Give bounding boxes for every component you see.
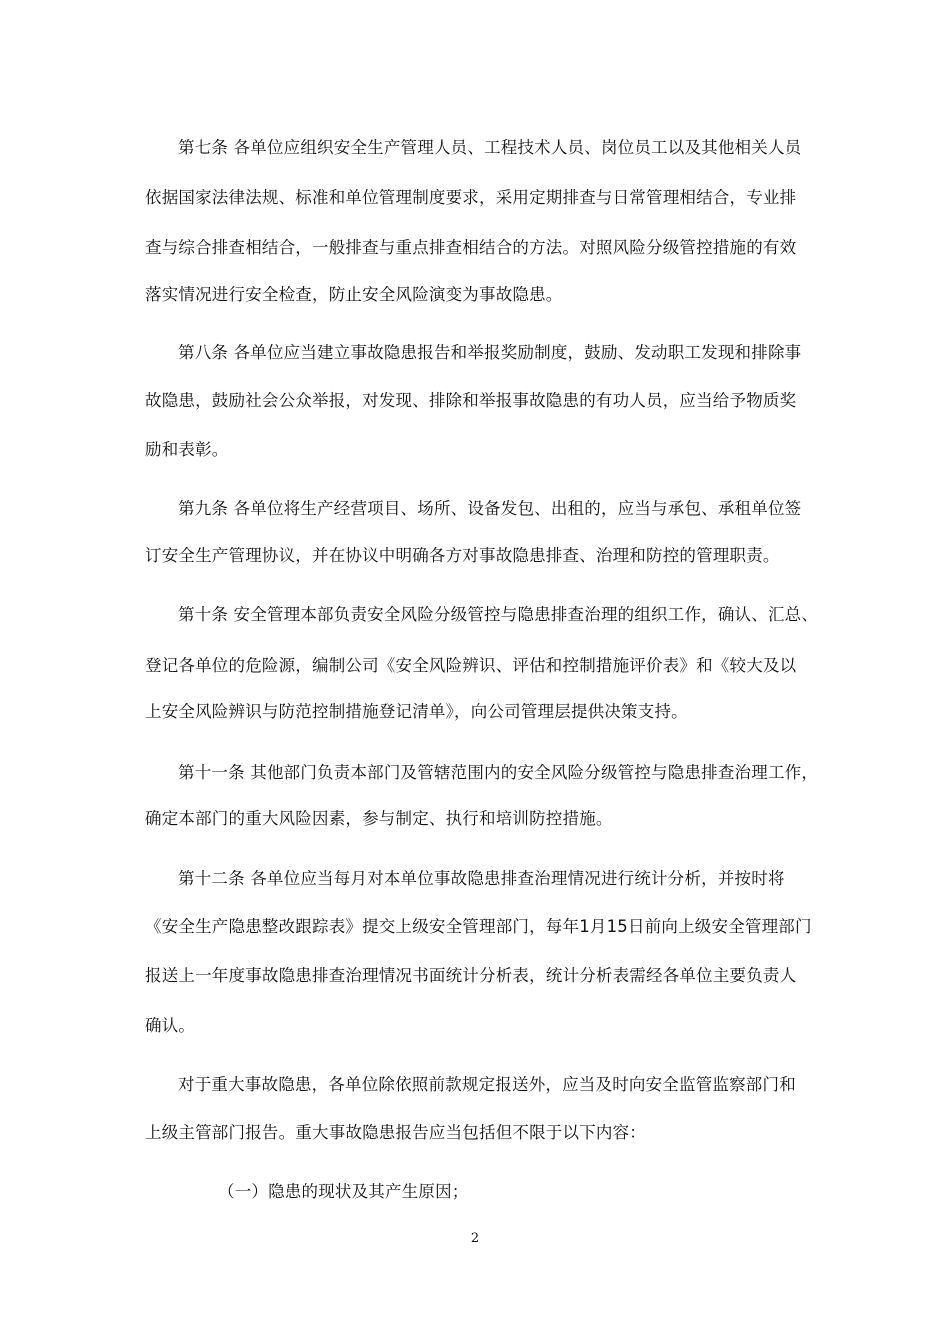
article-9-line-2: 订安全生产管理协议，并在协议中明确各方对事故隐患排查、治理和防控的管理职责。 <box>145 546 780 565</box>
article-12-line-4: 确认。 <box>145 1016 196 1035</box>
article-8-line-3: 励和表彰。 <box>145 440 229 459</box>
article-10-line-3: 上安全风险辨识与防范控制措施登记清单》，向公司管理层提供决策支持。 <box>145 702 688 721</box>
article-7-line-1: 第七条 各单位应组织安全生产管理人员、工程技术人员、岗位员工以及其他相关人员 <box>178 138 802 157</box>
major-hazard-line-2: 上级主管部门报告。重大事故隐患报告应当包括但不限于以下内容： <box>145 1123 646 1142</box>
article-8-line-1: 第八条 各单位应当建立事故隐患报告和举报奖励制度，鼓励、发动职工发现和排除事 <box>178 343 802 362</box>
page-number: 2 <box>470 1231 480 1246</box>
article-7-line-4: 落实情况进行安全检查，防止安全风险演变为事故隐患。 <box>145 285 563 304</box>
article-12-line-2: 《安全生产隐患整改跟踪表》提交上级安全管理部门，每年1月15日前向上级安全管理部门 <box>145 917 812 936</box>
article-10-line-2: 登记各单位的危险源，编制公司《安全风险辨识、评估和控制措施评价表》和《较大及以 <box>145 656 797 675</box>
article-10-line-1: 第十条 安全管理本部负责安全风险分级管控与隐患排查治理的组织工作，确认、汇总、 <box>178 605 819 624</box>
article-12-line-3: 报送上一年度事故隐患排查治理情况书面统计分析表，统计分析表需经各单位主要负责人 <box>145 966 797 985</box>
article-7-line-3: 查与综合排查相结合，一般排查与重点排查相结合的方法。对照风险分级管控措施的有效 <box>145 238 797 257</box>
article-11-line-1: 第十一条 其他部门负责本部门及管辖范围内的安全风险分级管控与隐患排查治理工作， <box>178 763 819 782</box>
article-7-line-2: 依据国家法律法规、标准和单位管理制度要求，采用定期排查与日常管理相结合，专业排 <box>145 188 797 207</box>
article-11-line-2: 确定本部门的重大风险因素，参与制定、执行和培训防控措施。 <box>145 809 613 828</box>
major-hazard-line-1: 对于重大事故隐患，各单位除依照前款规定报送外，应当及时向安全监管监察部门和 <box>178 1075 796 1094</box>
article-9-line-1: 第九条 各单位将生产经营项目、场所、设备发包、出租的，应当与承包、承租单位签 <box>178 499 802 518</box>
article-8-line-2: 故隐患，鼓励社会公众举报，对发现、排除和举报事故隐患的有功人员，应当给予物质奖 <box>145 391 797 410</box>
article-12-line-1: 第十二条 各单位应当每月对本单位事故隐患排查治理情况进行统计分析，并按时将 <box>178 869 785 888</box>
list-item-1: （一）隐患的现状及其产生原因； <box>218 1182 469 1201</box>
